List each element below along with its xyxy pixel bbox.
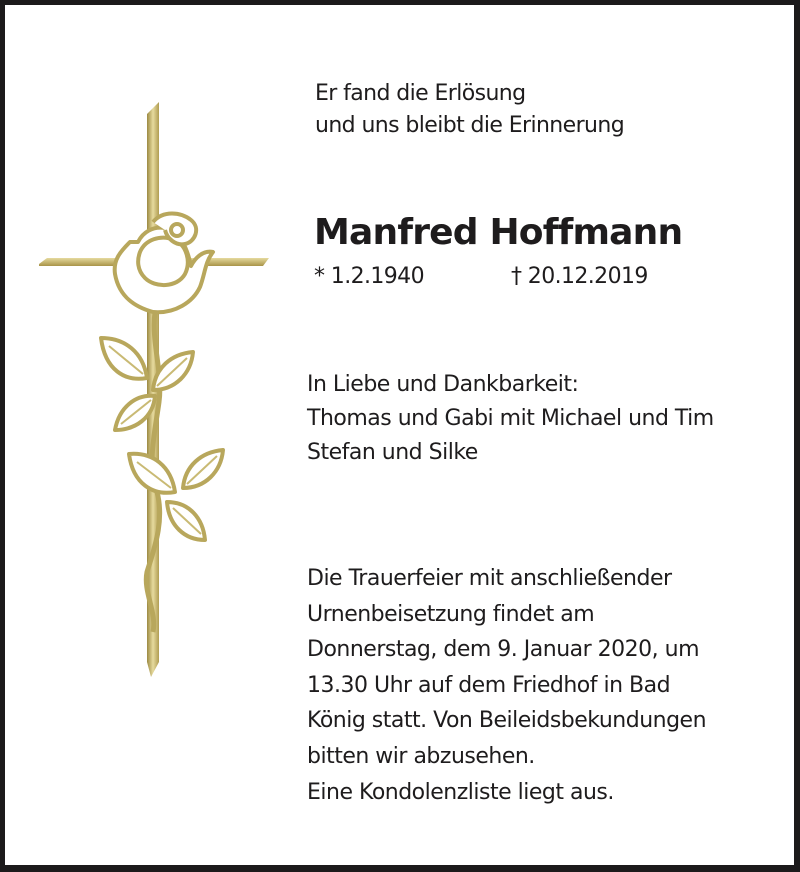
- motto-line: Er fand die Erlösung: [315, 81, 526, 106]
- motto-line: und uns bleibt die Erinnerung: [315, 113, 625, 138]
- service-line: Urnenbeisetzung findet am: [307, 601, 595, 627]
- deceased-name: Manfred Hoffmann: [314, 212, 683, 253]
- mourners-line: In Liebe und Dankbarkeit:: [307, 372, 579, 397]
- death-date: † 20.12.2019: [511, 264, 648, 289]
- service-line: Donnerstag, dem 9. Januar 2020, um: [307, 637, 700, 663]
- service-info-block: [307, 561, 706, 810]
- service-line: König statt. Von Beileidsbekundungen: [307, 708, 707, 734]
- life-dates: [314, 262, 648, 292]
- mourners-block: [307, 368, 714, 470]
- service-line: bitten wir abzusehen.: [307, 743, 535, 769]
- birth-date: * 1.2.1940: [314, 264, 424, 289]
- cross-with-rose-icon: [35, 102, 275, 682]
- mourners-line: Thomas und Gabi mit Michael und Tim: [307, 406, 714, 431]
- motto-text: [315, 78, 624, 142]
- service-line: 13.30 Uhr auf dem Friedhof in Bad: [307, 672, 671, 698]
- service-line: Die Trauerfeier mit anschließender: [307, 566, 672, 591]
- obituary-notice: [5, 5, 794, 865]
- service-line: Eine Kondolenzliste liegt aus.: [307, 779, 614, 805]
- mourners-line: Stefan und Silke: [307, 440, 478, 465]
